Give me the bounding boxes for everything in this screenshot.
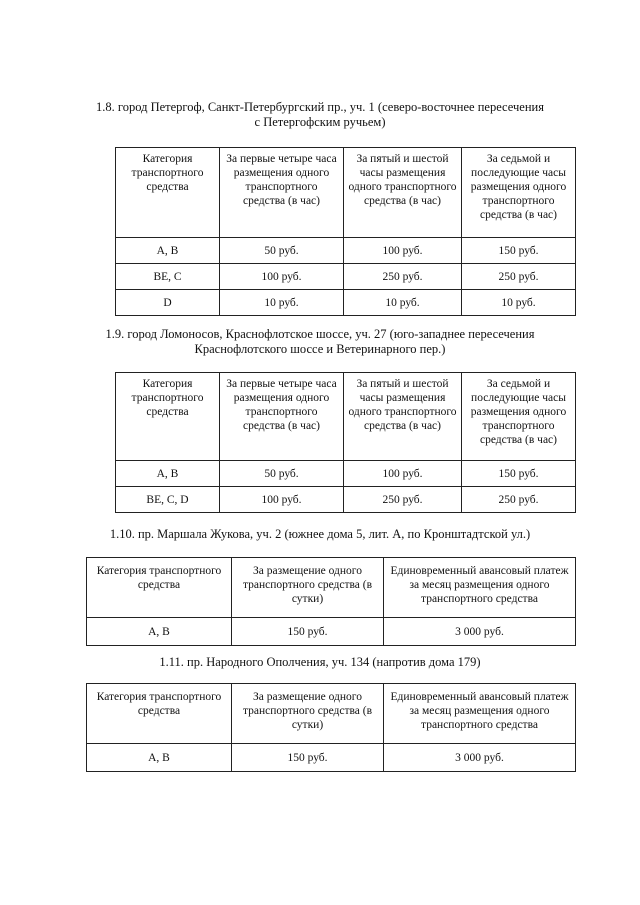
table-cell: 150 руб. [232, 744, 384, 772]
header-cell: За размещение одного транспортного средства (в сутки) [232, 684, 384, 744]
table-row [116, 238, 576, 264]
table-cell: 100 руб. [220, 487, 344, 513]
header-cell: Единовременный авансовый платеж за месяц размещения одного транспортного средства [384, 558, 576, 618]
section-heading-1-8 [0, 100, 640, 130]
table-cell: BE, C [116, 264, 220, 290]
heading-line: Краснофлотского шоссе и Ветеринарного пер.) [194, 342, 446, 356]
tariff-table-1-10 [86, 557, 576, 646]
header-cell: За первые четыре часа размещения одного транспортного средства (в час) [220, 148, 344, 238]
table-cell: 250 руб. [344, 264, 462, 290]
section-heading-1-11 [0, 655, 640, 670]
table-cell: 250 руб. [462, 487, 576, 513]
table-row [87, 744, 576, 772]
table-cell: 50 руб. [220, 238, 344, 264]
header-cell: Единовременный авансовый платеж за месяц размещения одного транспортного средства [384, 684, 576, 744]
table-cell: 100 руб. [344, 461, 462, 487]
table-header-row [116, 373, 576, 461]
table-cell: 150 руб. [232, 618, 384, 646]
heading-line: 1.8. город Петергоф, Санкт-Петербургский пр., уч. 1 (северо-восточнее пересечения [96, 100, 544, 114]
table-row [87, 618, 576, 646]
table-cell: A, B [87, 618, 232, 646]
table-cell: A, B [116, 238, 220, 264]
table-cell: 150 руб. [462, 238, 576, 264]
table-cell: 50 руб. [220, 461, 344, 487]
table-cell: A, B [116, 461, 220, 487]
tariff-table-1-9 [115, 372, 576, 513]
table-cell: 10 руб. [344, 290, 462, 316]
header-cell: За седьмой и последующие часы размещения одного транспортного средства (в час) [462, 148, 576, 238]
table-header-row [87, 684, 576, 744]
table-cell: 100 руб. [220, 264, 344, 290]
header-cell: Категория транспортного средства [87, 558, 232, 618]
table-cell: 250 руб. [462, 264, 576, 290]
header-cell: Категория транспортного средства [116, 373, 220, 461]
table-cell: 150 руб. [462, 461, 576, 487]
table-cell: 10 руб. [220, 290, 344, 316]
tariff-table-1-8 [115, 147, 576, 316]
header-cell: За седьмой и последующие часы размещения одного транспортного средства (в час) [462, 373, 576, 461]
table-cell: 10 руб. [462, 290, 576, 316]
header-cell: Категория транспортного средства [87, 684, 232, 744]
header-cell: За первые четыре часа размещения одного транспортного средства (в час) [220, 373, 344, 461]
table-cell: 3 000 руб. [384, 744, 576, 772]
table-row [116, 264, 576, 290]
tariff-table-1-11 [86, 683, 576, 772]
table-cell: 250 руб. [344, 487, 462, 513]
header-cell: Категория транспортного средства [116, 148, 220, 238]
heading-line: 1.11. пр. Народного Ополчения, уч. 134 (напротив дома 179) [159, 655, 481, 669]
table-header-row [116, 148, 576, 238]
table-row [116, 290, 576, 316]
table-cell: 100 руб. [344, 238, 462, 264]
heading-line: с Петергофским ручьем) [254, 115, 386, 129]
table-header-row [87, 558, 576, 618]
table-cell: BE, C, D [116, 487, 220, 513]
header-cell: За размещение одного транспортного средства (в сутки) [232, 558, 384, 618]
heading-line: 1.9. город Ломоносов, Краснофлотское шоссе, уч. 27 (юго-западнее пересечения [105, 327, 535, 341]
section-heading-1-9 [0, 327, 640, 357]
table-cell: A, B [87, 744, 232, 772]
heading-line: 1.10. пр. Маршала Жукова, уч. 2 (южнее дома 5, лит. А, по Кронштадтской ул.) [109, 527, 531, 541]
section-heading-1-10 [0, 527, 640, 542]
table-row [116, 461, 576, 487]
header-cell: За пятый и шестой часы размещения одного транспортного средства (в час) [344, 148, 462, 238]
table-cell: 3 000 руб. [384, 618, 576, 646]
table-cell: D [116, 290, 220, 316]
table-row [116, 487, 576, 513]
header-cell: За пятый и шестой часы размещения одного транспортного средства (в час) [344, 373, 462, 461]
